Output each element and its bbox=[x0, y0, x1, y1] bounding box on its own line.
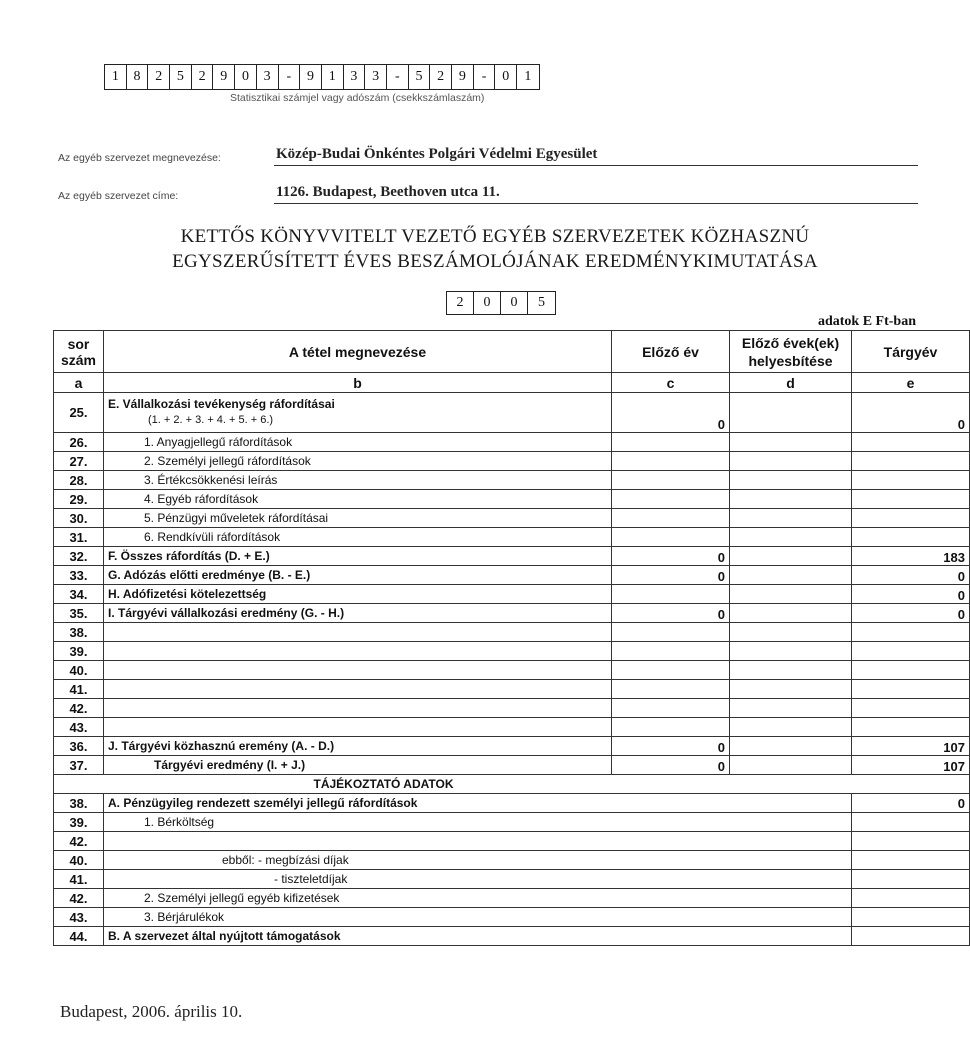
digit-box: 2 bbox=[192, 65, 214, 89]
org-name: Közép-Budai Önkéntes Polgári Védelmi Egyesület bbox=[276, 146, 598, 162]
row-current-year bbox=[852, 623, 970, 642]
row-adjustment bbox=[730, 393, 852, 433]
row-previous-year: 0 bbox=[612, 756, 730, 775]
info-row-number: 38. bbox=[54, 794, 104, 813]
row-previous-year: 0 bbox=[612, 604, 730, 623]
info-row-number: 39. bbox=[54, 813, 104, 832]
row-adjustment bbox=[730, 623, 852, 642]
digit-box: 3 bbox=[257, 65, 279, 89]
header-previous-year: Előző év bbox=[612, 331, 730, 373]
row-number: 43. bbox=[54, 718, 104, 737]
row-label: 5. Pénzügyi műveletek ráfordításai bbox=[104, 509, 612, 528]
info-row-current-year: 0 bbox=[852, 794, 970, 813]
info-row-label: ebből: - megbízási díjak bbox=[104, 851, 852, 870]
row-previous-year bbox=[612, 661, 730, 680]
table-row bbox=[54, 585, 970, 604]
row-label bbox=[104, 680, 612, 699]
row-number: 36. bbox=[54, 737, 104, 756]
row-label: 6. Rendkívüli ráfordítások bbox=[104, 528, 612, 547]
digit-box: 8 bbox=[127, 65, 149, 89]
report-title-line1: KETTŐS KÖNYVVITELT VEZETŐ EGYÉB SZERVEZETEK KÖZHASZNÚ bbox=[180, 226, 810, 247]
info-row-label: 2. Személyi jellegű egyéb kifizetések bbox=[104, 889, 852, 908]
row-current-year: 0 bbox=[852, 585, 970, 604]
row-adjustment bbox=[730, 585, 852, 604]
row-adjustment bbox=[730, 699, 852, 718]
digit-box: 2 bbox=[148, 65, 170, 89]
row-adjustment bbox=[730, 528, 852, 547]
header-adjustment-line2: helyesbítése bbox=[748, 352, 833, 369]
info-row-label: - tiszteletdíjak bbox=[104, 870, 852, 889]
row-previous-year bbox=[612, 471, 730, 490]
table-row bbox=[54, 566, 970, 585]
row-adjustment bbox=[730, 490, 852, 509]
row-adjustment bbox=[730, 737, 852, 756]
row-adjustment bbox=[730, 604, 852, 623]
units-label: adatok E Ft-ban bbox=[817, 314, 916, 329]
row-current-year bbox=[852, 433, 970, 452]
row-number: 29. bbox=[54, 490, 104, 509]
info-row bbox=[54, 813, 970, 832]
column-letter-c: c bbox=[612, 373, 730, 393]
row-previous-year bbox=[612, 528, 730, 547]
info-row-number: 41. bbox=[54, 870, 104, 889]
report-title bbox=[100, 224, 890, 274]
row-previous-year bbox=[612, 623, 730, 642]
row-adjustment bbox=[730, 452, 852, 471]
row-current-year: 107 bbox=[852, 756, 970, 775]
row-previous-year bbox=[612, 680, 730, 699]
info-row-current-year bbox=[852, 889, 970, 908]
table-row bbox=[54, 680, 970, 699]
table-row bbox=[54, 471, 970, 490]
header-item-name: A tétel megnevezése bbox=[104, 331, 612, 373]
header-adjustment bbox=[730, 331, 852, 373]
table-row bbox=[54, 490, 970, 509]
column-letter-row bbox=[54, 373, 970, 393]
digit-box: - bbox=[279, 65, 301, 89]
org-address-label: Az egyéb szervezet címe: bbox=[58, 190, 179, 202]
row-previous-year: 0 bbox=[612, 393, 730, 433]
table-row bbox=[54, 623, 970, 642]
digit-box: 1 bbox=[524, 69, 532, 84]
org-name-label: Az egyéb szervezet megnevezése: bbox=[58, 152, 221, 164]
table-row bbox=[54, 604, 970, 623]
row-previous-year: 0 bbox=[612, 737, 730, 756]
info-row-current-year bbox=[852, 908, 970, 927]
org-name-underline bbox=[274, 165, 918, 166]
row-label bbox=[104, 718, 612, 737]
info-row bbox=[54, 832, 970, 851]
digit-box: 9 bbox=[300, 65, 322, 89]
row-label bbox=[104, 642, 612, 661]
tax-number-caption: Statisztikai számjel vagy adószám (csekkszámlaszám) bbox=[230, 92, 485, 104]
row-current-year: 107 bbox=[852, 737, 970, 756]
row-label: 4. Egyéb ráfordítások bbox=[104, 490, 612, 509]
row-previous-year: 0 bbox=[612, 547, 730, 566]
digit-box: 3 bbox=[344, 65, 366, 89]
row-number: 26. bbox=[54, 433, 104, 452]
info-row-current-year bbox=[852, 851, 970, 870]
org-address-underline bbox=[274, 203, 918, 204]
row-current-year bbox=[852, 718, 970, 737]
row-label: F. Összes ráfordítás (D. + E.) bbox=[104, 547, 612, 566]
digit-box: 9 bbox=[452, 65, 474, 89]
row-label: E. Vállalkozási tevékenység ráfordításai bbox=[108, 397, 335, 411]
table-row bbox=[54, 393, 970, 433]
row-current-year bbox=[852, 642, 970, 661]
column-letter-d: d bbox=[730, 373, 852, 393]
digit-box: 3 bbox=[365, 65, 387, 89]
row-adjustment bbox=[730, 509, 852, 528]
table-row bbox=[54, 547, 970, 566]
row-current-year: 0 bbox=[852, 566, 970, 585]
row-number: 37. bbox=[54, 756, 104, 775]
row-current-year bbox=[852, 490, 970, 509]
digit-box: 0 bbox=[495, 65, 517, 89]
row-current-year bbox=[852, 680, 970, 699]
table-row bbox=[54, 528, 970, 547]
column-letter-e: e bbox=[852, 373, 970, 393]
header-szam: szám bbox=[60, 351, 97, 368]
header-row-number bbox=[54, 331, 104, 373]
info-row bbox=[54, 927, 970, 946]
digit-box: 0 bbox=[501, 292, 528, 314]
table-row bbox=[54, 642, 970, 661]
header-adjustment-line1: Előző évek(ek) bbox=[741, 334, 840, 351]
digit-box: 2 bbox=[430, 65, 452, 89]
row-adjustment bbox=[730, 433, 852, 452]
row-number: 41. bbox=[54, 680, 104, 699]
row-previous-year bbox=[612, 718, 730, 737]
row-label: 2. Személyi jellegű ráfordítások bbox=[104, 452, 612, 471]
row-number: 27. bbox=[54, 452, 104, 471]
row-adjustment bbox=[730, 680, 852, 699]
row-number: 35. bbox=[54, 604, 104, 623]
row-previous-year bbox=[612, 452, 730, 471]
digit-box: - bbox=[387, 65, 409, 89]
row-label bbox=[104, 699, 612, 718]
table-row bbox=[54, 718, 970, 737]
digit-box: 2 bbox=[447, 292, 474, 314]
digit-box: 1 bbox=[105, 65, 127, 89]
row-number: 25. bbox=[54, 393, 104, 433]
digit-box: 5 bbox=[170, 65, 192, 89]
digit-box: - bbox=[474, 65, 496, 89]
info-row-current-year bbox=[852, 927, 970, 946]
row-current-year bbox=[852, 661, 970, 680]
row-adjustment bbox=[730, 718, 852, 737]
column-letter-a: a bbox=[54, 373, 104, 393]
info-row bbox=[54, 851, 970, 870]
table-header-row bbox=[54, 331, 970, 373]
row-adjustment bbox=[730, 661, 852, 680]
row-number: 30. bbox=[54, 509, 104, 528]
digit-box: 1 bbox=[322, 65, 344, 89]
row-current-year bbox=[852, 452, 970, 471]
table-row bbox=[54, 433, 970, 452]
digit-box: 0 bbox=[235, 65, 257, 89]
org-address: 1126. Budapest, Beethoven utca 11. bbox=[276, 184, 500, 200]
row-current-year: 0 bbox=[852, 604, 970, 623]
row-number: 33. bbox=[54, 566, 104, 585]
row-label bbox=[104, 623, 612, 642]
year-boxes bbox=[446, 291, 556, 315]
column-letter-b: b bbox=[104, 373, 612, 393]
header-current-year: Tárgyév bbox=[852, 331, 970, 373]
row-current-year: 183 bbox=[852, 547, 970, 566]
table-row bbox=[54, 699, 970, 718]
info-row-current-year bbox=[852, 813, 970, 832]
income-statement-table bbox=[53, 330, 970, 946]
table-row bbox=[54, 661, 970, 680]
info-row bbox=[54, 870, 970, 889]
digit-box: 5 bbox=[538, 295, 545, 310]
row-adjustment bbox=[730, 642, 852, 661]
info-row-label: 1. Bérköltség bbox=[104, 813, 852, 832]
row-adjustment bbox=[730, 756, 852, 775]
row-number: 31. bbox=[54, 528, 104, 547]
row-previous-year bbox=[612, 433, 730, 452]
report-title-line2: EGYSZERŰSÍTETT ÉVES BESZÁMOLÓJÁNAK EREDMÉNYKIMUTATÁSA bbox=[172, 251, 818, 272]
info-row-number: 42. bbox=[54, 832, 104, 851]
tax-number-boxes bbox=[104, 64, 540, 90]
digit-box: 0 bbox=[474, 292, 501, 314]
info-row-label: B. A szervezet által nyújtott támogatások bbox=[104, 927, 852, 946]
row-previous-year bbox=[612, 509, 730, 528]
row-number: 34. bbox=[54, 585, 104, 604]
info-row-label bbox=[104, 832, 852, 851]
row-number: 32. bbox=[54, 547, 104, 566]
row-number: 40. bbox=[54, 661, 104, 680]
row-label: G. Adózás előtti eredménye (B. - E.) bbox=[104, 566, 612, 585]
info-row-label: A. Pénzügyileg rendezett személyi jellegű ráfordítások bbox=[104, 794, 852, 813]
row-current-year bbox=[852, 528, 970, 547]
row-number: 28. bbox=[54, 471, 104, 490]
row-label-cell bbox=[104, 393, 612, 433]
row-adjustment bbox=[730, 547, 852, 566]
row-label-formula: (1. + 2. + 3. + 4. + 5. + 6.) bbox=[148, 414, 274, 426]
row-previous-year bbox=[612, 585, 730, 604]
info-row bbox=[54, 794, 970, 813]
info-header: TÁJÉKOZTATÓ ADATOK bbox=[54, 775, 970, 794]
row-current-year bbox=[852, 509, 970, 528]
table-row bbox=[54, 737, 970, 756]
info-row bbox=[54, 908, 970, 927]
row-current-year bbox=[852, 471, 970, 490]
info-row-label: 3. Bérjárulékok bbox=[104, 908, 852, 927]
row-label: Tárgyévi eredmény (I. + J.) bbox=[104, 756, 612, 775]
info-row bbox=[54, 889, 970, 908]
row-previous-year bbox=[612, 642, 730, 661]
info-row-current-year bbox=[852, 832, 970, 851]
info-row-current-year bbox=[852, 870, 970, 889]
table-row bbox=[54, 509, 970, 528]
row-adjustment bbox=[730, 471, 852, 490]
row-number: 38. bbox=[54, 623, 104, 642]
row-label: H. Adófizetési kötelezettség bbox=[104, 585, 612, 604]
row-label: J. Tárgyévi közhasznú ereménу (A. - D.) bbox=[104, 737, 612, 756]
row-current-year: 0 bbox=[852, 393, 970, 433]
table-row bbox=[54, 756, 970, 775]
row-label bbox=[104, 661, 612, 680]
row-label: I. Tárgyévi vállalkozási eredmény (G. - H.) bbox=[104, 604, 612, 623]
row-previous-year: 0 bbox=[612, 566, 730, 585]
digit-box: 9 bbox=[213, 65, 235, 89]
row-number: 42. bbox=[54, 699, 104, 718]
info-row-number: 44. bbox=[54, 927, 104, 946]
signature-place-date: Budapest, 2006. április 10. bbox=[60, 1002, 243, 1021]
info-header-row bbox=[54, 775, 970, 794]
info-row-number: 43. bbox=[54, 908, 104, 927]
header-sor: sor bbox=[67, 335, 90, 352]
table-row bbox=[54, 452, 970, 471]
row-label: 1. Anyagjellegű ráfordítások bbox=[104, 433, 612, 452]
info-row-number: 40. bbox=[54, 851, 104, 870]
row-adjustment bbox=[730, 566, 852, 585]
row-label: 3. Értékcsökkenési leírás bbox=[104, 471, 612, 490]
row-current-year bbox=[852, 699, 970, 718]
row-previous-year bbox=[612, 490, 730, 509]
row-number: 39. bbox=[54, 642, 104, 661]
digit-box: 5 bbox=[409, 65, 431, 89]
info-row-number: 42. bbox=[54, 889, 104, 908]
row-previous-year bbox=[612, 699, 730, 718]
